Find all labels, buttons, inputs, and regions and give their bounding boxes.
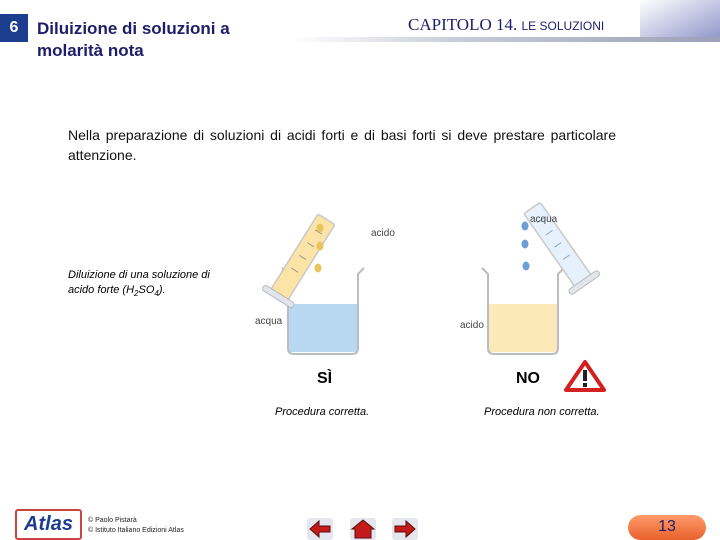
credit-author: © Paolo Pistarà [88, 517, 137, 524]
caption-part2: SO [138, 284, 155, 296]
header-divider [290, 37, 720, 42]
chapter-main: CAPITOLO 14. [408, 15, 518, 34]
figure-caption [68, 268, 228, 301]
dilution-illustration [250, 200, 650, 400]
acid-in-beaker-right [488, 304, 558, 352]
caption-incorrect-procedure: Procedura non corretta. [484, 406, 600, 418]
left-cylinder-label: acido [371, 228, 395, 239]
acid-drop [315, 264, 322, 273]
caption-sub2: 4 [154, 289, 159, 299]
header-corner-gradient [640, 0, 720, 40]
page-number: 13 [658, 518, 676, 535]
right-cylinder-label: acqua [530, 214, 558, 225]
verdict-correct: SÌ [317, 370, 333, 387]
caption-correct-procedure: Procedura corretta. [275, 406, 370, 418]
cylinder-left [261, 210, 341, 309]
slide-title: Diluizione di soluzioni a molarità nota [37, 19, 230, 60]
verdict-incorrect: NO [516, 370, 540, 387]
right-scene [482, 200, 604, 390]
water-drop [522, 240, 529, 249]
left-scene [261, 210, 364, 354]
caption-part3: ). [158, 284, 166, 296]
right-beaker-label: acido [460, 320, 484, 331]
home-button[interactable] [350, 518, 376, 540]
slide-number-badge: 6 [0, 14, 28, 42]
warning-icon [566, 362, 604, 390]
water-drop [522, 222, 529, 231]
next-slide-button[interactable] [392, 518, 418, 540]
chapter-heading [408, 15, 604, 35]
left-beaker-label: acqua [255, 316, 283, 327]
acid-drop [317, 242, 324, 251]
caption-part1: Diluizione di una soluzione di acido forte (H [68, 269, 210, 296]
caption-sub1: 2 [134, 289, 139, 299]
atlas-logo: Atlas [15, 509, 82, 540]
previous-slide-button[interactable] [307, 518, 333, 540]
water-drop [523, 262, 530, 271]
acid-drop [317, 224, 324, 233]
water-in-beaker-left [288, 304, 358, 352]
credits [88, 516, 184, 536]
credit-publisher: © Istituto Italiano Edizioni Atlas [88, 527, 184, 534]
chapter-sub: LE SOLUZIONI [521, 19, 605, 33]
intro-paragraph: Nella preparazione di soluzioni di acidi forti e di basi forti si deve prestare particolare attenzione. [68, 127, 616, 163]
